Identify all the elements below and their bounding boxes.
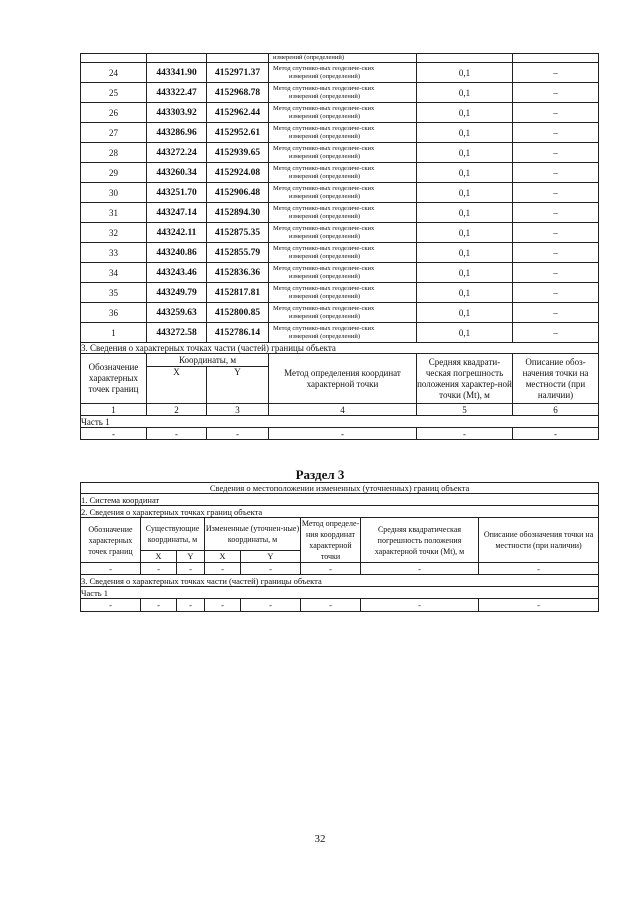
- table-row: [81, 354, 599, 367]
- dash-cell: -: [479, 599, 599, 612]
- boundary-points-table: [80, 53, 599, 440]
- method-cell: [269, 103, 417, 123]
- method-line: Метод спутнико-вых геодезиче-ских: [273, 64, 375, 72]
- accuracy-cell: 0,1: [417, 163, 513, 183]
- coord-y: 4152971.37: [207, 63, 269, 83]
- coord-y: 4152939.65: [207, 143, 269, 163]
- coord-y: 4152906.48: [207, 183, 269, 203]
- coord-y: 4152800.85: [207, 303, 269, 323]
- coord-x: 443260.34: [147, 163, 207, 183]
- accuracy-header: Средняя квадрати-ческая погрешность положения характер-ной точки (Mt), м: [417, 354, 513, 404]
- col-number: 2: [147, 404, 207, 416]
- point-number: 29: [81, 163, 147, 183]
- dash-cell: -: [205, 563, 241, 575]
- method-cell: [269, 323, 417, 343]
- description-cell: –: [513, 283, 599, 303]
- method-line: Метод спутнико-вых геодезиче-ских: [273, 124, 375, 132]
- table2-title: Сведения о местоположении измененных (уточненных) границ объекта: [81, 483, 599, 494]
- table-row: [81, 83, 599, 103]
- description-cell: –: [513, 243, 599, 263]
- table-row: [81, 587, 599, 599]
- coord-y: 4152968.78: [207, 83, 269, 103]
- method-cell: [269, 283, 417, 303]
- accuracy-cell: 0,1: [417, 183, 513, 203]
- method-line: Метод спутнико-вых геодезиче-ских: [273, 264, 375, 272]
- point-number: 28: [81, 143, 147, 163]
- coord-x: 443259.63: [147, 303, 207, 323]
- point-number: 33: [81, 243, 147, 263]
- designation-header: Обозначение характерных точек границ: [81, 354, 147, 404]
- method-line: измерений (определений): [289, 92, 361, 100]
- description-header: Описание обоз-начения точки на местности (при наличии): [513, 354, 599, 404]
- method-line: Метод спутнико-вых геодезиче-ских: [273, 164, 375, 172]
- dash-cell: -: [81, 599, 141, 612]
- parts-label: 3. Сведения о характерных точках части (частей) границы объекта: [81, 575, 599, 587]
- dash-cell: -: [177, 599, 205, 612]
- coord-x: 443240.86: [147, 243, 207, 263]
- method-header: Метод определе-ния координат характерной точки: [301, 519, 360, 561]
- section-title: Раздел 3: [295, 467, 345, 482]
- designation-header: Обозначение характерных точек границ: [81, 518, 141, 563]
- accuracy-cell: 0,1: [417, 243, 513, 263]
- point-number: 31: [81, 203, 147, 223]
- table-row: [81, 123, 599, 143]
- dash-cell: -: [177, 563, 205, 575]
- accuracy-cell: 0,1: [417, 323, 513, 343]
- method-cell: [269, 263, 417, 283]
- point-number: 27: [81, 123, 147, 143]
- accuracy-cell: 0,1: [417, 263, 513, 283]
- method-line: измерений (определений): [289, 192, 361, 200]
- coord-y: 4152924.08: [207, 163, 269, 183]
- method-cell: [269, 203, 417, 223]
- method-cell: [269, 143, 417, 163]
- boundary-points-body: [81, 54, 599, 343]
- dash-cell: -: [207, 428, 269, 440]
- col-number: 4: [269, 404, 417, 416]
- method-line: измерений (определений): [289, 132, 361, 140]
- description-cell: –: [513, 263, 599, 283]
- dash-cell: -: [417, 428, 513, 440]
- description-cell: –: [513, 203, 599, 223]
- table-row: [81, 563, 599, 575]
- method-line: измерений (определений): [289, 252, 361, 260]
- accuracy-cell: 0,1: [417, 103, 513, 123]
- table-row: [81, 404, 599, 416]
- table-row: [81, 575, 599, 587]
- method-cell: измерений (определений): [269, 54, 417, 63]
- description-cell: –: [513, 143, 599, 163]
- method-line: измерений (определений): [289, 332, 361, 340]
- point-number: 30: [81, 183, 147, 203]
- dash-cell: -: [141, 563, 177, 575]
- dash-cell: -: [479, 563, 599, 575]
- y-header: Y: [177, 550, 205, 562]
- dash-cell: -: [361, 563, 479, 575]
- coord-x: 443341.90: [147, 63, 207, 83]
- method-line: Метод спутнико-вых геодезиче-ских: [273, 144, 375, 152]
- dash-cell: -: [141, 599, 177, 612]
- method-cell: [269, 223, 417, 243]
- method-cell: [269, 303, 417, 323]
- coord-x: 443243.46: [147, 263, 207, 283]
- table-row: [81, 263, 599, 283]
- col-number: 3: [207, 404, 269, 416]
- table-row: [81, 506, 599, 518]
- points-label: 2. Сведения о характерных точках границ объекта: [81, 506, 599, 518]
- description-cell: –: [513, 83, 599, 103]
- point-number: 32: [81, 223, 147, 243]
- existing-coordinates-header: Существующие координаты, м: [141, 518, 205, 551]
- method-cell: [269, 83, 417, 103]
- point-number: 1: [81, 323, 147, 343]
- method-line: Метод спутнико-вых геодезиче-ских: [273, 284, 375, 292]
- point-number: 36: [81, 303, 147, 323]
- method-line: измерений (определений): [289, 272, 361, 280]
- col-number: 1: [81, 404, 147, 416]
- method-header: Метод определения координат характерной точки: [269, 354, 417, 404]
- method-line: измерений (определений): [289, 212, 361, 220]
- accuracy-cell: 0,1: [417, 223, 513, 243]
- accuracy-cell: 0,1: [417, 203, 513, 223]
- coord-x: 443303.92: [147, 103, 207, 123]
- dash-cell: -: [513, 428, 599, 440]
- method-cell: [269, 163, 417, 183]
- table-row: [81, 183, 599, 203]
- method-line: измерений (определений): [289, 152, 361, 160]
- method-line: Метод спутнико-вых геодезиче-ских: [273, 204, 375, 212]
- coord-y: 4152836.36: [207, 263, 269, 283]
- y-header: Y: [207, 367, 269, 404]
- accuracy-cell: 0,1: [417, 123, 513, 143]
- method-line: измерений (определений): [289, 112, 361, 120]
- coordinates-header: Координаты, м: [147, 354, 269, 367]
- method-cell: [269, 63, 417, 83]
- dash-cell: -: [241, 599, 301, 612]
- method-line: измерений (определений): [289, 292, 361, 300]
- table-row: [81, 163, 599, 183]
- method-line: измерений (определений): [289, 232, 361, 240]
- method-cell: [269, 183, 417, 203]
- method-line: Метод спутнико-вых геодезиче-ских: [273, 244, 375, 252]
- coordinate-system-label: 1. Система координат: [81, 494, 599, 506]
- coord-y: 4152786.14: [207, 323, 269, 343]
- dash-cell: -: [301, 599, 361, 612]
- method-cell: [269, 243, 417, 263]
- page-number: 32: [314, 833, 326, 845]
- description-cell: –: [513, 163, 599, 183]
- description-header: Описание обозначения точки на местности (при наличии): [479, 518, 599, 563]
- dash-cell: -: [269, 428, 417, 440]
- table-row: [81, 243, 599, 263]
- dash-cell: -: [81, 563, 141, 575]
- table-row: [81, 63, 599, 83]
- part-label: Часть 1: [81, 416, 599, 428]
- table-row: [81, 599, 599, 612]
- point-number: 35: [81, 283, 147, 303]
- dash-cell: -: [301, 563, 361, 575]
- table-row: [81, 416, 599, 428]
- part-label: Часть 1: [81, 587, 599, 599]
- table-row: [81, 428, 599, 440]
- x-header: X: [141, 550, 177, 562]
- table-row: [81, 143, 599, 163]
- coord-x: 443247.14: [147, 203, 207, 223]
- table-row: [81, 343, 599, 354]
- table-row: [81, 518, 599, 551]
- changed-coordinates-header: Измененные (уточнен-ные) координаты, м: [205, 518, 301, 551]
- description-cell: –: [513, 223, 599, 243]
- description-cell: –: [513, 183, 599, 203]
- method-line: Метод спутнико-вых геодезиче-ских: [273, 184, 375, 192]
- coord-x: 443242.11: [147, 223, 207, 243]
- point-number: 24: [81, 63, 147, 83]
- table-row: [81, 54, 599, 63]
- section3-head: [81, 343, 599, 440]
- method-line: измерений (определений): [289, 312, 361, 320]
- coord-y: 4152962.44: [207, 103, 269, 123]
- description-cell: –: [513, 123, 599, 143]
- coord-x: 443286.96: [147, 123, 207, 143]
- accuracy-cell: 0,1: [417, 303, 513, 323]
- table-row: [81, 283, 599, 303]
- point-number: 26: [81, 103, 147, 123]
- table-row: [81, 103, 599, 123]
- method-line: измерений (определений): [289, 172, 361, 180]
- section3-label: 3. Сведения о характерных точках части (частей) границы объекта: [81, 343, 599, 354]
- table-row: [81, 203, 599, 223]
- method-line: Метод спутнико-вых геодезиче-ских: [273, 104, 375, 112]
- accuracy-cell: 0,1: [417, 63, 513, 83]
- accuracy-cell: 0,1: [417, 143, 513, 163]
- dash-cell: -: [241, 563, 301, 575]
- dash-cell: -: [205, 599, 241, 612]
- dash-cell: -: [147, 428, 207, 440]
- dash-cell: -: [81, 428, 147, 440]
- changed-boundaries-table: [80, 482, 599, 612]
- description-cell: –: [513, 63, 599, 83]
- x-header: X: [147, 367, 207, 404]
- description-cell: –: [513, 103, 599, 123]
- coord-y: 4152875.35: [207, 223, 269, 243]
- table-row: [81, 494, 599, 506]
- accuracy-cell: 0,1: [417, 283, 513, 303]
- coord-x: 443272.58: [147, 323, 207, 343]
- table-row: [81, 483, 599, 494]
- coord-y: 4152855.79: [207, 243, 269, 263]
- table-row: [81, 303, 599, 323]
- col-number: 6: [513, 404, 599, 416]
- coord-y: 4152817.81: [207, 283, 269, 303]
- description-cell: –: [513, 323, 599, 343]
- method-line: Метод спутнико-вых геодезиче-ских: [273, 324, 375, 332]
- method-cell: [269, 123, 417, 143]
- coord-x: 443249.79: [147, 283, 207, 303]
- coord-y: 4152952.61: [207, 123, 269, 143]
- point-number: 34: [81, 263, 147, 283]
- dash-cell: -: [361, 599, 479, 612]
- table-row: [81, 223, 599, 243]
- col-number: 5: [417, 404, 513, 416]
- method-line: Метод спутнико-вых геодезиче-ских: [273, 84, 375, 92]
- accuracy-cell: 0,1: [417, 83, 513, 103]
- coord-x: 443251.70: [147, 183, 207, 203]
- table-row: [81, 323, 599, 343]
- method-line: измерений (определений): [289, 72, 361, 80]
- method-line: Метод спутнико-вых геодезиче-ских: [273, 304, 375, 312]
- coord-x: 443322.47: [147, 83, 207, 103]
- accuracy-header: Средняя квадратическая погрешность положения характерной точки (Mt), м: [361, 518, 479, 563]
- x-header: X: [205, 550, 241, 562]
- y-header: Y: [241, 550, 301, 562]
- coord-x: 443272.24: [147, 143, 207, 163]
- description-cell: –: [513, 303, 599, 323]
- method-line: Метод спутнико-вых геодезиче-ских: [273, 224, 375, 232]
- point-number: 25: [81, 83, 147, 103]
- coord-y: 4152894.30: [207, 203, 269, 223]
